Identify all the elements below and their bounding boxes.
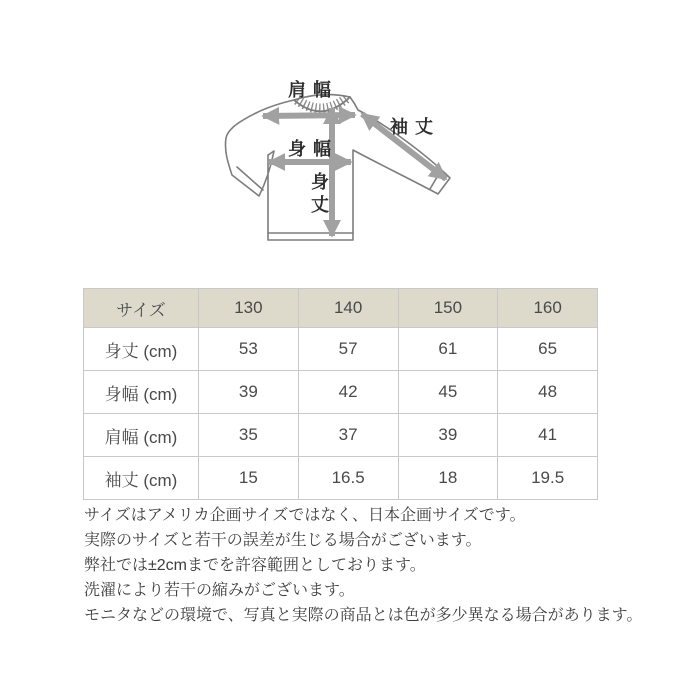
- shoulder-width-label: 肩幅: [288, 80, 338, 100]
- cell-value: 57: [298, 328, 398, 371]
- note-line-4: 洗濯により若干の縮みがございます。: [84, 582, 355, 599]
- sleeve-length-label: 袖丈: [390, 117, 440, 137]
- row-label: 身丈 (cm): [84, 328, 199, 371]
- cell-value: 39: [398, 414, 498, 457]
- cell-value: 45: [398, 371, 498, 414]
- table-row-sleeve-length: [84, 457, 598, 500]
- note-line-3: 弊社では±2cmまでを許容範囲としております。: [84, 557, 426, 574]
- size-table: [83, 288, 598, 500]
- shoulder-width-arrow: [263, 115, 355, 116]
- note-line-2: 実際のサイズと若干の誤差が生じる場合がございます。: [84, 532, 482, 549]
- cell-value: 15: [199, 457, 299, 500]
- cell-value: 48: [498, 371, 598, 414]
- row-label: 身幅 (cm): [84, 371, 199, 414]
- header-cell-130: 130: [199, 289, 299, 328]
- cell-value: 41: [498, 414, 598, 457]
- note-line-1: サイズはアメリカ企画サイズではなく、日本企画サイズです。: [84, 507, 526, 524]
- cell-value: 53: [199, 328, 299, 371]
- cell-value: 65: [498, 328, 598, 371]
- table-row-body-width: [84, 371, 598, 414]
- cell-value: 16.5: [298, 457, 398, 500]
- row-label: 袖丈 (cm): [84, 457, 199, 500]
- cell-value: 61: [398, 328, 498, 371]
- size-table-header-row: [84, 289, 598, 328]
- row-label: 肩幅 (cm): [84, 414, 199, 457]
- body-width-label: 身幅: [288, 139, 338, 159]
- table-row-shoulder-width: [84, 414, 598, 457]
- table-row-body-length: [84, 328, 598, 371]
- header-cell-140: 140: [298, 289, 398, 328]
- header-cell-150: 150: [398, 289, 498, 328]
- shirt-measurement-diagram: [0, 0, 680, 262]
- cell-value: 42: [298, 371, 398, 414]
- cell-value: 19.5: [498, 457, 598, 500]
- body-length-label-bottom: 丈: [311, 195, 329, 215]
- header-cell-size: サイズ: [84, 289, 199, 328]
- cell-value: 39: [199, 371, 299, 414]
- cell-value: 18: [398, 457, 498, 500]
- header-cell-160: 160: [498, 289, 598, 328]
- cell-value: 37: [298, 414, 398, 457]
- note-line-5: モニタなどの環境で、写真と実際の商品とは色が多少異なる場合があります。: [84, 607, 643, 624]
- notes: [84, 503, 680, 628]
- body-length-label-top: 身: [311, 172, 329, 192]
- cell-value: 35: [199, 414, 299, 457]
